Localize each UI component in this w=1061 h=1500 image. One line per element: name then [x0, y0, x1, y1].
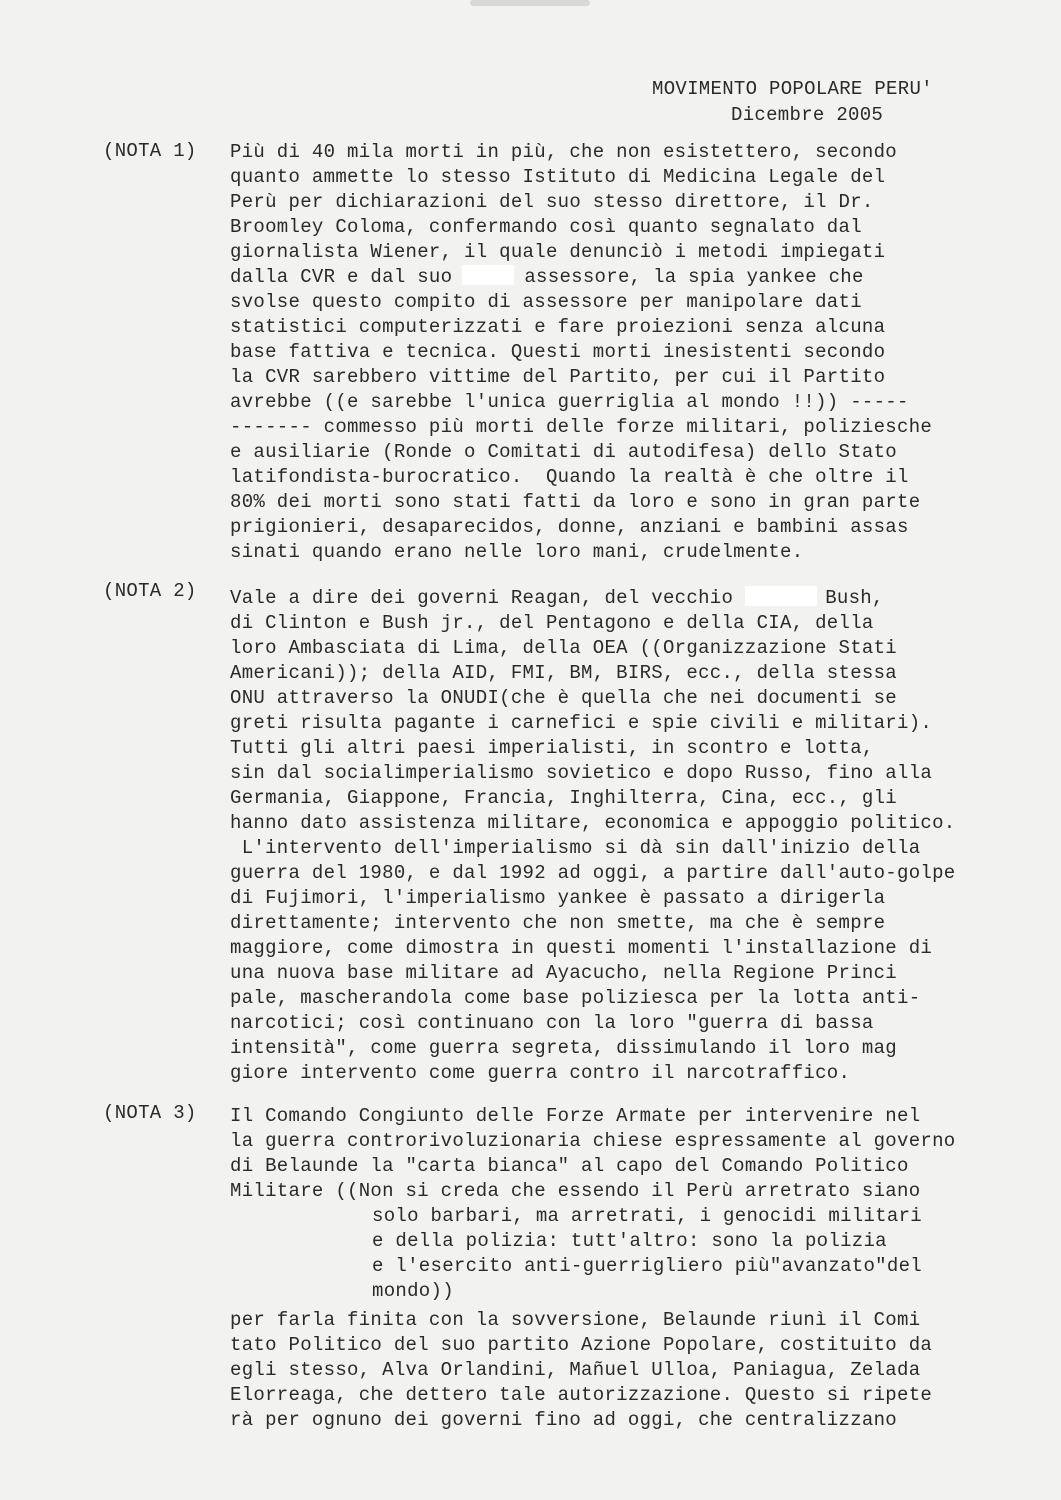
note-2-line: maggiore, come dimostra in questi momenti l'installazione di: [230, 937, 933, 959]
note-1-line: latifondista-burocratico. Quando la realtà è che oltre il: [230, 466, 909, 488]
note-2-line: sin dal socialimperialismo sovietico e dopo Russo, fino alla: [230, 762, 933, 784]
note-2-line: una nuova base militare ad Ayacucho, nella Regione Princi: [230, 962, 898, 984]
note-1-text: [230, 140, 932, 565]
note-1-line: svolse questo compito di assessore per manipolare dati: [230, 291, 862, 313]
note-1-line: base fattiva e tecnica. Questi morti inesistenti secondo: [230, 341, 886, 363]
note-2-line: pale, mascherandola come base poliziesca per la lotta anti-: [230, 987, 921, 1009]
note-2-label: (NOTA 2): [103, 580, 197, 602]
note-3-label: (NOTA 3): [103, 1102, 197, 1124]
note-1-line: e ausiliarie (Ronde o Comitati di autodifesa) dello Stato: [230, 441, 898, 463]
note-2-line-part: Vale a dire dei governi Reagan, del vecchio: [230, 587, 734, 609]
note-2-line: Germania, Giappone, Francia, Inghilterra, Cina, ecc., gli: [230, 787, 898, 809]
note-1-line-redacted: [230, 265, 932, 290]
note-1-line: ------- commesso più morti delle forze militari, poliziesche: [230, 416, 933, 438]
note-3-line-quote: e l'esercito anti-guerrigliero più"avanzato"del: [372, 1255, 922, 1277]
note-1-line: sinati quando erano nelle loro mani, crudelmente.: [230, 541, 804, 563]
note-1-line: quanto ammette lo stesso Istituto di Medicina Legale del: [230, 166, 886, 188]
note-2-line: Tutti gli altri paesi imperialisti, in scontro e lotta,: [230, 737, 874, 759]
note-2-line: ONU attraverso la ONUDI(che è quella che nei documenti se: [230, 687, 898, 709]
note-1-label: (NOTA 1): [103, 140, 197, 162]
redaction-box: [745, 586, 817, 606]
redaction-box: [462, 265, 514, 285]
note-3-line-quote: mondo)): [372, 1280, 454, 1302]
header-date: Dicembre 2005: [731, 104, 884, 126]
note-2-line: greti risulta pagante i carnefici e spie civili e militari).: [230, 712, 933, 734]
note-2-line: hanno dato assistenza militare, economica e appoggio politico.: [230, 812, 956, 834]
note-1-line: 80% dei morti sono stati fatti da loro e sono in gran parte: [230, 491, 921, 513]
note-3-line-quote: e della polizia: tutt'altro: sono la polizia: [372, 1230, 887, 1252]
note-3-line: per farla finita con la sovversione, Belaunde riunì il Comi: [230, 1309, 921, 1331]
note-1-line: giornalista Wiener, il quale denunciò i metodi impiegati: [230, 241, 886, 263]
note-2-line: di Fujimori, l'imperialismo yankee è passato a dirigerla: [230, 887, 886, 909]
note-1-line: prigionieri, desaparecidos, donne, anziani e bambini assas: [230, 516, 909, 538]
note-2-text: [230, 586, 956, 1086]
note-2-line-part: Bush,: [825, 587, 884, 609]
note-1-line-part: assessore, la spia yankee che: [524, 266, 864, 288]
note-3-line: la guerra controrivoluzionaria chiese espressamente al governo: [230, 1130, 956, 1152]
note-1-line: la CVR sarebbero vittime del Partito, per cui il Partito: [230, 366, 886, 388]
top-smudge: [470, 0, 590, 6]
note-1-line: Perù per dichiarazioni del suo stesso direttore, il Dr.: [230, 191, 874, 213]
note-2-line: di Clinton e Bush jr., del Pentagono e della CIA, della: [230, 612, 874, 634]
note-2-line: L'intervento dell'imperialismo si dà sin dall'inizio della: [230, 837, 921, 859]
note-2-line: direttamente; intervento che non smette, ma che è sempre: [230, 912, 886, 934]
note-2-line: guerra del 1980, e dal 1992 ad oggi, a partire dall'auto-golpe: [230, 862, 956, 884]
note-3-line: rà per ognuno dei governi fino ad oggi, che centralizzano: [230, 1409, 898, 1431]
note-1-line: avrebbe ((e sarebbe l'unica guerriglia al mondo !!)) -----: [230, 391, 909, 413]
note-1-line-part: dalla CVR e dal suo: [230, 266, 453, 288]
note-3-line: tato Politico del suo partito Azione Popolare, costituito da: [230, 1334, 933, 1356]
note-2-line: narcotici; così continuano con la loro "guerra di bassa: [230, 1012, 874, 1034]
header-organization: MOVIMENTO POPOLARE PERU': [652, 78, 933, 100]
note-3-line: egli stesso, Alva Orlandini, Mañuel Ulloa, Paniagua, Zelada: [230, 1359, 921, 1381]
note-2-line: Americani)); della AID, FMI, BM, BIRS, ecc., della stessa: [230, 662, 898, 684]
note-2-line: intensità", come guerra segreta, dissimulando il loro mag: [230, 1037, 898, 1059]
note-1-line: Broomley Coloma, confermando così quanto segnalato dal: [230, 216, 862, 238]
note-2-line: giore intervento come guerra contro il narcotraffico.: [230, 1062, 851, 1084]
note-3-line: Il Comando Congiunto delle Forze Armate per intervenire nel: [230, 1105, 921, 1127]
note-2-line-redacted: [230, 586, 956, 611]
note-3-line: Militare ((Non si creda che essendo il Perù arretrato siano: [230, 1180, 921, 1202]
note-3-line: di Belaunde la "carta bianca" al capo del Comando Politico: [230, 1155, 909, 1177]
note-3-line-quote: solo barbari, ma arretrati, i genocidi militari: [372, 1205, 922, 1227]
note-1-line: Più di 40 mila morti in più, che non esistettero, secondo: [230, 141, 898, 163]
note-2-line: loro Ambasciata di Lima, della OEA ((Organizzazione Stati: [230, 637, 898, 659]
note-1-line: statistici computerizzati e fare proiezioni senza alcuna: [230, 316, 886, 338]
note-3-line: Elorreaga, che dettero tale autorizzazione. Questo si ripete: [230, 1384, 933, 1406]
note-3-text: [230, 1104, 956, 1433]
